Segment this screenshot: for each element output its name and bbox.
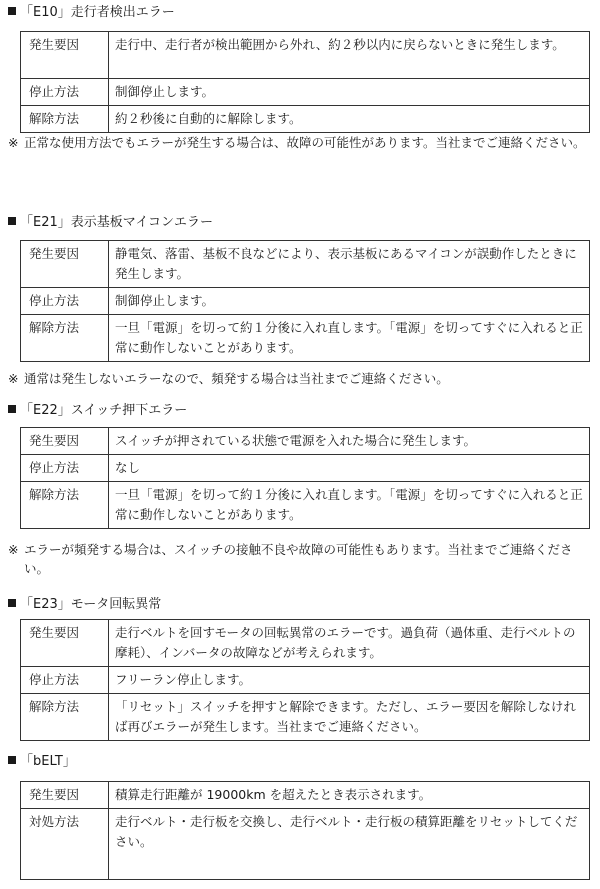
table-row [21,241,590,288]
section-heading-e23: 「E23」モータ回転異常 [8,596,161,614]
table-row [21,315,590,362]
row-label: 停止方法 [21,288,109,315]
row-label: 発生要因 [21,241,109,288]
note-e22: ※ エラーが頻発する場合は、スイッチの接触不良や故障の可能性もあります。当社までご連絡ください。 [8,542,573,576]
table-row [21,288,590,315]
row-label: 発生要因 [21,32,109,79]
row-text: 「リセット」スイッチを押すと解除できます。ただし、エラー要因を解除しなければ再びエラーが発生します。当社までご連絡ください。 [109,694,590,741]
section-heading-e21: 「E21」表示基板マイコンエラー [8,214,213,232]
row-text: 一旦「電源」を切って約１分後に入れ直します。「電源」を切ってすぐに入れると正常に動作しないことがあります。 [109,482,590,529]
row-label: 解除方法 [21,106,109,133]
table-row [21,455,590,482]
row-label: 停止方法 [21,667,109,694]
table-row [21,482,590,529]
row-label: 発生要因 [21,782,109,809]
row-text: 走行ベルトを回すモータの回転異常のエラーです。過負荷（過体重、走行ベルトの摩耗）、インバータの故障などが考えられます。 [109,620,590,667]
table-row [21,620,590,667]
square-bullet-icon [8,599,16,607]
row-text: 静電気、落雷、基板不良などにより、表示基板にあるマイコンが誤動作したときに発生します。 [109,241,590,288]
row-label: 発生要因 [21,428,109,455]
row-text: 制御停止します。 [109,79,590,106]
row-text: 一旦「電源」を切って約１分後に入れ直します。「電源」を切ってすぐに入れると正常に動作しないことがあります。 [109,315,590,362]
error-table-e22 [20,427,590,529]
table-row [21,106,590,133]
section-heading-belt: 「bELT」 [8,753,76,771]
error-table-e10 [20,31,590,133]
note-e21: ※ 通常は発生しないエラーなので、頻発する場合は当社までご連絡ください。 [8,371,449,386]
row-text: 走行中、走行者が検出範囲から外れ、約２秒以内に戻らないときに発生します。 [109,32,590,79]
section-heading-e22: 「E22」スイッチ押下エラー [8,402,187,420]
error-table-e21 [20,240,590,362]
row-label: 解除方法 [21,694,109,741]
row-label: 解除方法 [21,482,109,529]
square-bullet-icon [8,405,16,413]
row-label: 停止方法 [21,455,109,482]
row-label: 停止方法 [21,79,109,106]
row-text: 走行ベルト・走行板を交換し、走行ベルト・走行板の積算距離をリセットしてください。 [109,809,590,880]
square-bullet-icon [8,217,16,225]
error-table-belt [20,781,590,880]
table-row [21,694,590,741]
row-text: なし [109,455,590,482]
table-row [21,32,590,79]
note-e10: ※ 正常な使用方法でもエラーが発生する場合は、故障の可能性があります。当社までご連絡ください。 [8,135,586,150]
error-table-e23 [20,619,590,741]
row-text: 約２秒後に自動的に解除します。 [109,106,590,133]
row-text: スイッチが押されている状態で電源を入れた場合に発生します。 [109,428,590,455]
row-label: 対処方法 [21,809,109,880]
table-row [21,782,590,809]
table-row [21,667,590,694]
row-text: 積算走行距離が 19000km を超えたとき表示されます。 [109,782,590,809]
square-bullet-icon [8,756,16,764]
table-row [21,428,590,455]
row-text: 制御停止します。 [109,288,590,315]
square-bullet-icon [8,7,16,15]
table-row [21,79,590,106]
row-label: 解除方法 [21,315,109,362]
section-heading-e10: 「E10」走行者検出エラー [8,4,175,22]
table-row [21,809,590,880]
row-label: 発生要因 [21,620,109,667]
row-text: フリーラン停止します。 [109,667,590,694]
